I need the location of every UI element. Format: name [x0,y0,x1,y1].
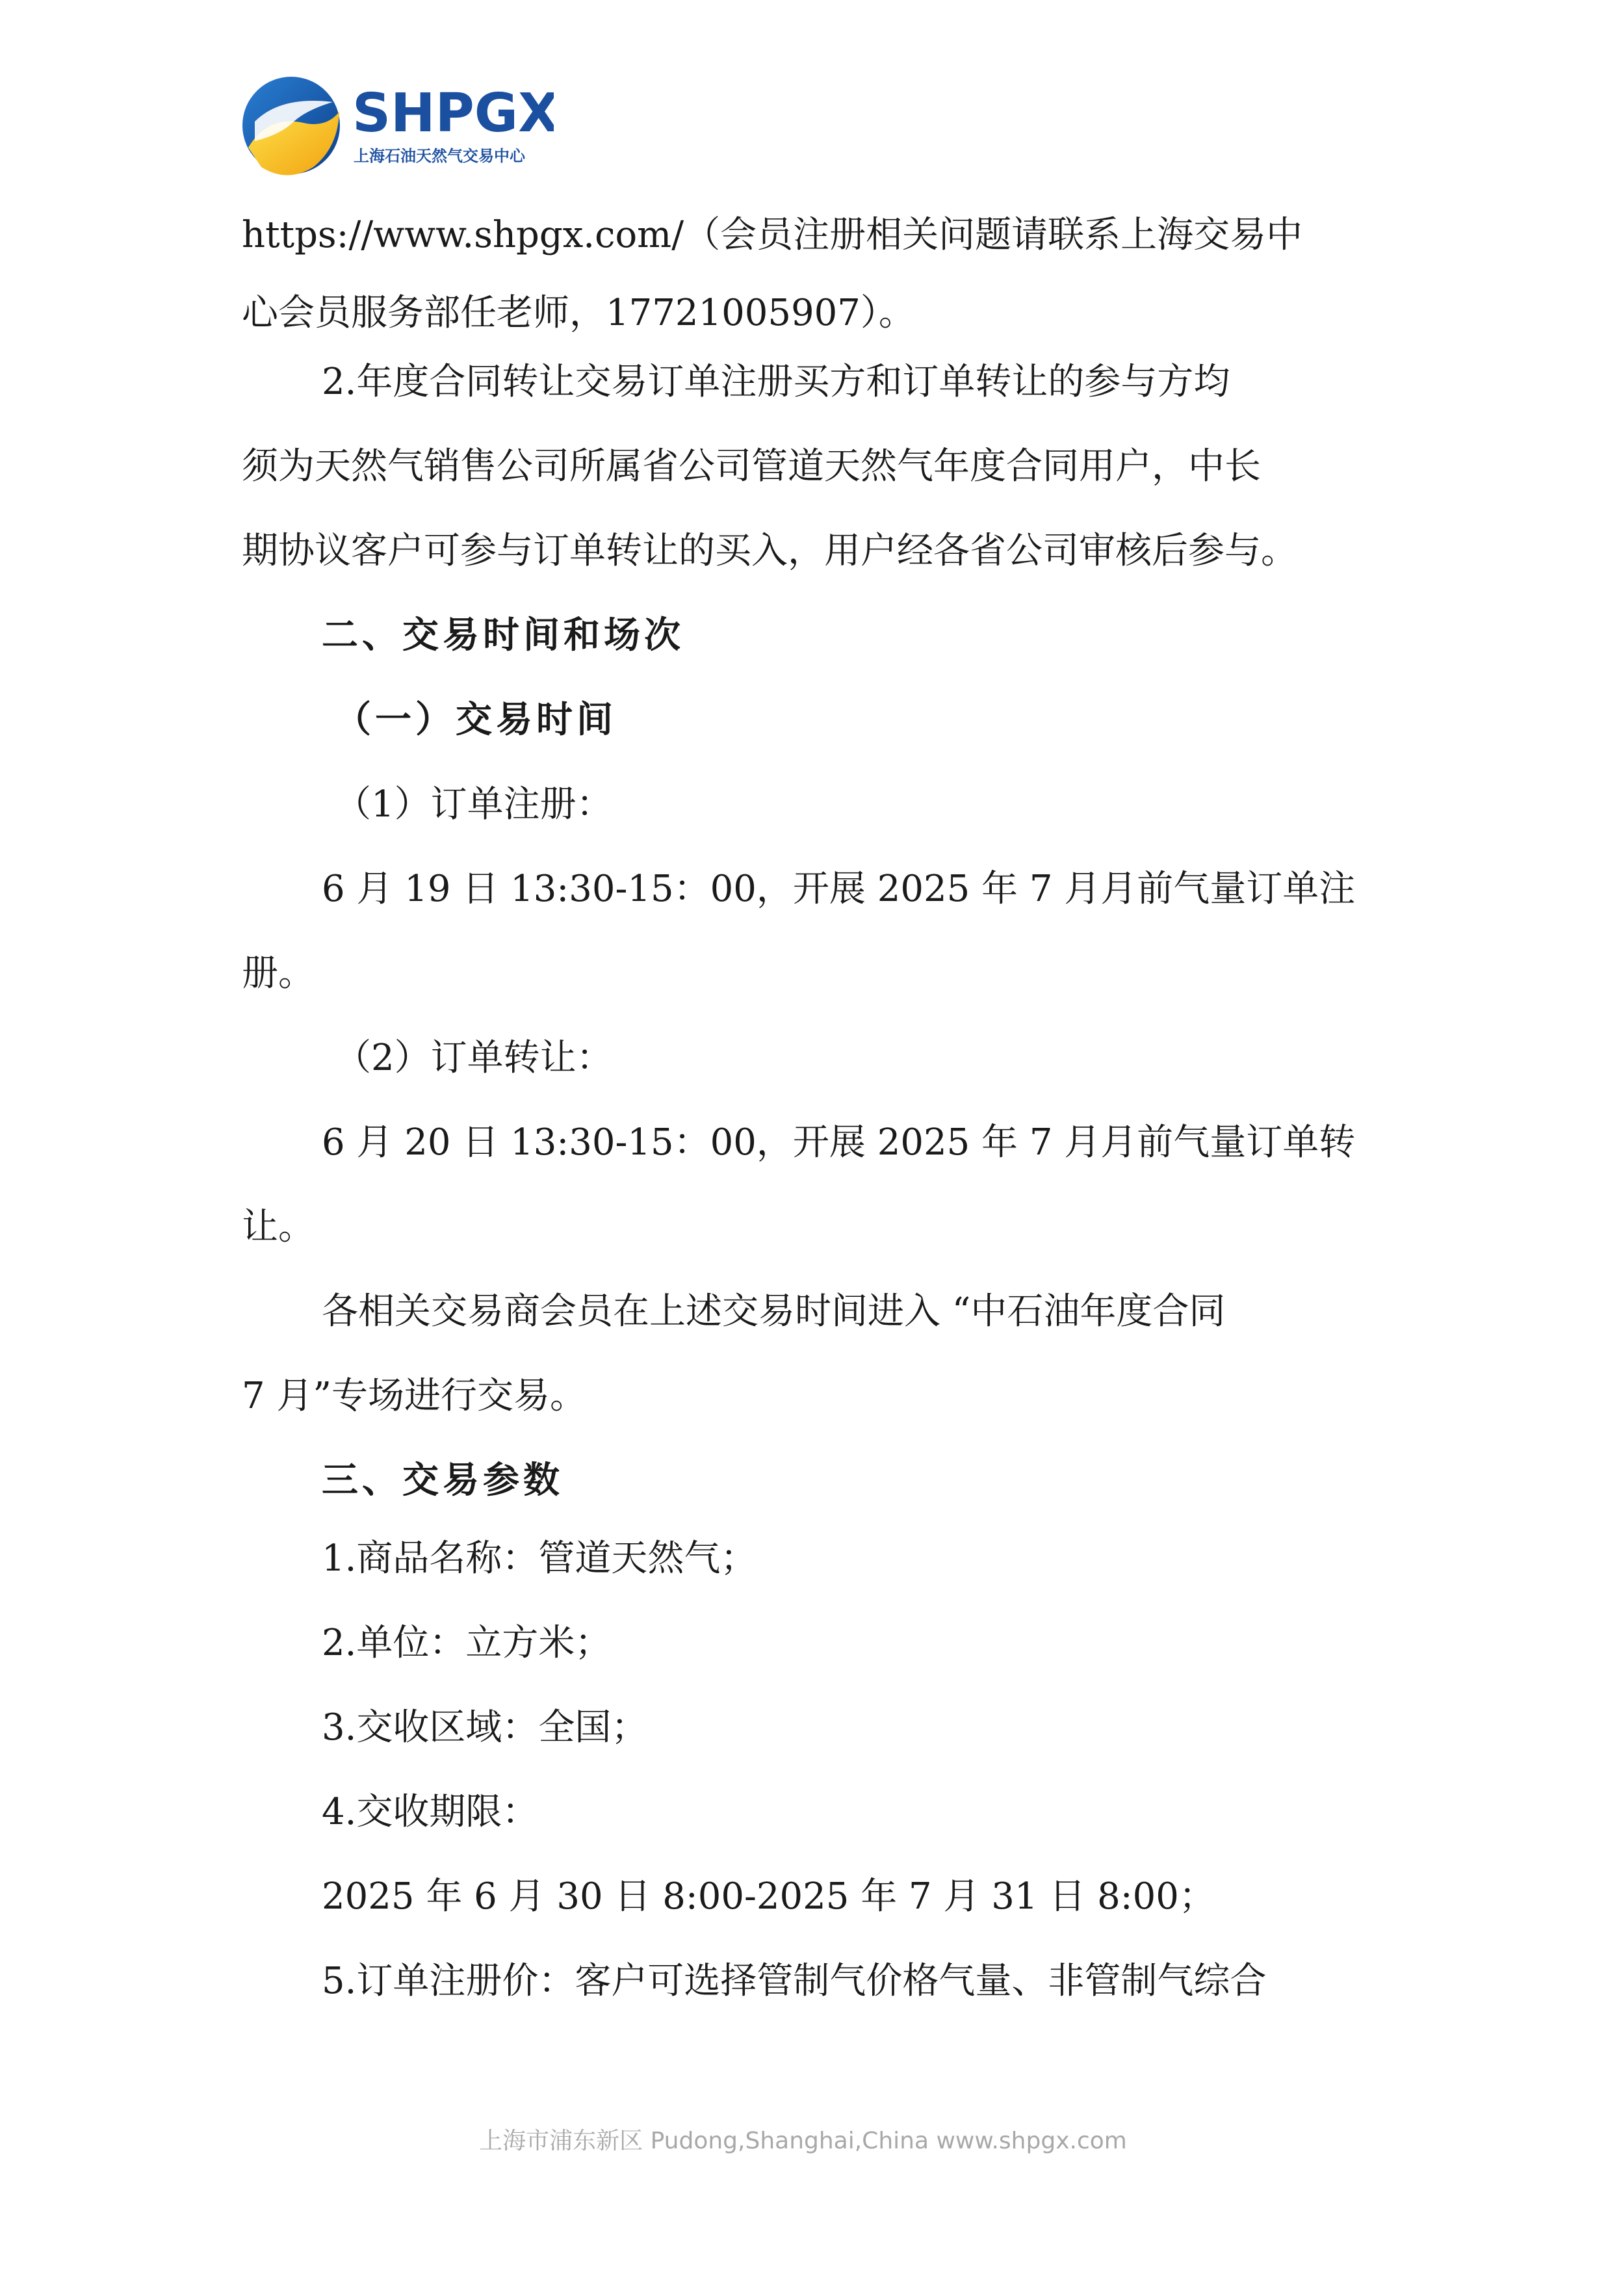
shpgx-logo [242,76,554,181]
body-line-4: 须为天然气销售公司所属省公司管道天然气年度合同用户，中长 [242,445,1261,488]
brand-tagline: 上海石油天然气交易中心 [354,147,525,165]
body-line-members-note-end: 7 月”专场进行交易。 [242,1375,587,1417]
subsection-heading-1: （一）交易时间 [335,699,617,741]
body-line-3: 2.年度合同转让交易订单注册买方和订单转让的参与方均 [322,361,1230,403]
page-footer: 上海市浦东新区 Pudong,Shanghai,China www.shpgx.com [479,2128,1127,2154]
param-delivery-period: 4.交收期限： [322,1791,539,1833]
body-line-5: 期协议客户可参与订单转让的买入，用户经各省公司审核后参与。 [242,530,1297,572]
body-line-transfer-time: 6 月 20 日 13:30-15：00，开展 2025 年 7 月月前气量订单转 [322,1121,1356,1164]
body-line-registration-end: 册。 [242,952,315,995]
brand-name: SHPGX [352,83,554,144]
param-delivery-period-value: 2025 年 6 月 30 日 8:00-2025 年 7 月 31 日 8:00； [322,1875,1215,1918]
section-heading-3: 三、交易参数 [322,1459,563,1502]
param-registration-price: 5.订单注册价：客户可选择管制气价格气量、非管制气综合 [322,1960,1267,2002]
section-heading-2: 二、交易时间和场次 [322,614,684,657]
item-order-registration: （1）订单注册： [335,783,613,826]
body-line-members-note: 各相关交易商会员在上述交易时间进入 “中石油年度合同 [322,1290,1226,1333]
body-line-1: https://www.shpgx.com/（会员注册相关问题请联系上海交易中 [242,214,1303,256]
param-delivery-area: 3.交收区域：全国； [322,1706,648,1749]
param-commodity: 1.商品名称：管道天然气； [322,1537,757,1580]
body-line-transfer-end: 让。 [242,1206,315,1248]
body-line-2: 心会员服务部任老师，17721005907）。 [242,292,915,334]
body-line-registration-time: 6 月 19 日 13:30-15：00，开展 2025 年 7 月月前气量订单注 [322,868,1356,910]
item-order-transfer: （2）订单转让： [335,1037,613,1079]
logo-emblem-icon [242,76,554,181]
param-unit: 2.单位：立方米； [322,1622,612,1664]
